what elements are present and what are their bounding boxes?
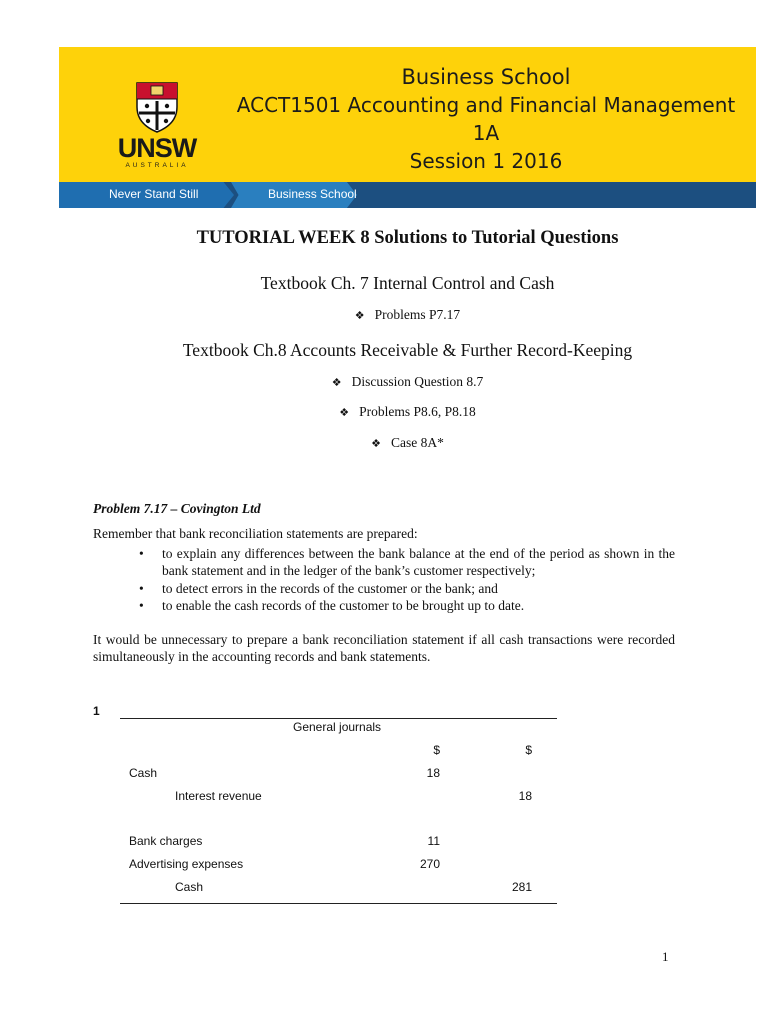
diamond-bullet-icon: ❖ (339, 406, 350, 419)
problem-paragraph: It would be unnecessary to prepare a bank reconciliation statement if all cash transactions were recorded simultaneously in the accounting records and bank statements. (93, 632, 675, 664)
journal-account: Cash (129, 766, 158, 780)
diamond-bullet-icon: ❖ (371, 437, 381, 450)
banner-titles (231, 63, 741, 175)
list-item: • to enable the cash records of the customer to be brought up to date. (143, 597, 675, 614)
unsw-crest-icon (133, 81, 181, 133)
course-title: ACCT1501 Accounting and Financial Management 1A (236, 93, 736, 145)
journal-account: Advertising expenses (129, 857, 244, 871)
credit-column-header: $ (525, 743, 532, 757)
list-item: ❖ Discussion Question 8.7 (331, 374, 484, 389)
unsw-logo (111, 81, 203, 171)
nav-school-text: Business School (268, 187, 357, 201)
journal-debit: 270 (419, 857, 440, 871)
journal-debit: 11 (427, 834, 440, 848)
diamond-bullet-icon: ❖ (354, 309, 365, 322)
journal-account: Interest revenue (175, 789, 262, 803)
debit-column-header: $ (433, 743, 440, 757)
page-title: TUTORIAL WEEK 8 Solutions to Tutorial Questions (196, 228, 619, 248)
session-title: Session 1 2016 (409, 149, 563, 173)
logo-subtext: AUSTRALIA (125, 162, 189, 169)
diamond-bullet-icon: ❖ (331, 376, 342, 389)
journal-top-rule (120, 718, 557, 719)
list-item: ❖ Problems P7.17 (354, 307, 461, 322)
journal-account: Cash (175, 880, 204, 894)
journal-title: General journals (293, 720, 382, 734)
header-banner (59, 47, 756, 208)
page-number: 1 (662, 949, 669, 964)
list-item: • to explain any differences between the bank balance at the end of the period as shown in the bank statement and in the ledger of the bank’s customer respectively; (143, 545, 675, 580)
section-title-ch8: Textbook Ch.8 Accounts Receivable & Further Record-Keeping (182, 340, 633, 360)
journal-credit: 18 (518, 789, 532, 803)
journal-debit: 18 (426, 766, 440, 780)
list-item: • to detect errors in the records of the customer or the bank; and (143, 580, 675, 597)
journal-bottom-rule (120, 903, 557, 904)
problem-intro: Remember that bank reconciliation statements are prepared: (93, 526, 418, 541)
problem-bullet-list (143, 545, 675, 614)
journal-credit: 281 (511, 880, 532, 894)
journal-account: Bank charges (129, 834, 203, 848)
school-title: Business School (401, 65, 571, 89)
nav-tagline-text: Never Stand Still (109, 187, 199, 201)
problem-title: Problem 7.17 – Covington Ltd (93, 501, 261, 516)
list-item: ❖ Problems P8.6, P8.18 (339, 404, 476, 419)
journal-number: 1 (93, 704, 100, 718)
logo-wordmark: UNSW (117, 133, 197, 163)
section-title-ch7: Textbook Ch. 7 Internal Control and Cash (260, 273, 555, 293)
list-item: ❖ Case 8A* (371, 435, 444, 450)
banner-nav-bar (59, 182, 756, 208)
